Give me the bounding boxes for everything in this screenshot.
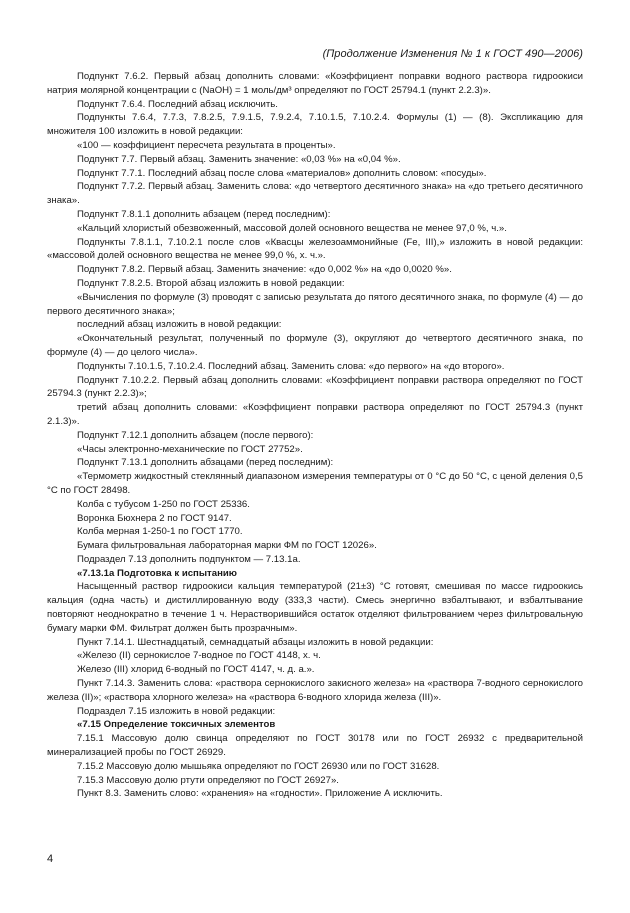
paragraph: третий абзац дополнить словами: «Коэффициент поправки раствора определяют по ГОСТ 25794.3 (пункт 2.1.3)».: [47, 402, 583, 427]
paragraph: Подпункт 7.8.2. Первый абзац. Заменить значение: «до 0,002 %» на «до 0,0020 %».: [77, 264, 452, 276]
paragraph: Пункт 7.14.1. Шестнадцатый, семнадцатый абзацы изложить в новой редакции:: [77, 636, 434, 648]
paragraph: «100 — коэффициент пересчета результата в проценты».: [77, 139, 336, 151]
paragraph: Подраздел 7.15 изложить в новой редакции:: [77, 705, 276, 717]
section-heading: «7.15 Определение токсичных элементов: [77, 719, 276, 731]
paragraph: Подпункт 7.13.1 дополнить абзацами (перед последним):: [77, 457, 334, 469]
document-body: [47, 70, 583, 801]
paragraph: Подпункты 7.6.4, 7.7.3, 7.8.2.5, 7.9.1.5, 7.9.2.4, 7.10.1.5, 7.10.2.4. Формулы (1) — (8). Экспликацию для множителя 100 изложить в новой редакции:: [47, 112, 583, 138]
paragraph: Подпункт 7.10.2.2. Первый абзац дополнить словами: «Коэффициент поправки раствора определяют по ГОСТ 25794.3 (пункт 2.2.3)»;: [47, 374, 583, 400]
paragraph: Пункт 8.3. Заменить слово: «хранения» на «годности». Приложение А исключить.: [77, 788, 443, 800]
paragraph: Подпункты 7.10.1.5, 7.10.2.4. Последний абзац. Заменить слова: «до первого» на «до второго».: [77, 360, 505, 372]
paragraph: Колба с тубусом 1-250 по ГОСТ 25336.: [77, 498, 250, 510]
section-heading: «7.13.1а Подготовка к испытанию: [77, 567, 237, 579]
page-number: 4: [47, 853, 54, 865]
paragraph: 7.15.2 Массовую долю мышьяка определяют по ГОСТ 26930 или по ГОСТ 31628.: [77, 760, 440, 772]
paragraph: Подпункты 7.8.1.1, 7.10.2.1 после слов «Квасцы железоаммонийные (Fe, III),» изложить в новой редакции: «массовой долей основного вещества не менее 99,0 %, х. ч.».: [47, 236, 583, 262]
paragraph: Подпункт 7.12.1 дополнить абзацем (после первого):: [77, 429, 314, 441]
paragraph: «Кальций хлористый обезвоженный, массовой долей основного вещества не менее 97,0 %, ч.».: [77, 222, 507, 234]
paragraph: «Вычисления по формуле (3) проводят с записью результата до пятого десятичного знака, по формуле (4) — до первого десятичного знака»;: [47, 291, 583, 317]
paragraph: Подпункт 7.8.1.1 дополнить абзацем (перед последним):: [77, 208, 331, 220]
paragraph: Подпункт 7.6.4. Последний абзац исключить.: [77, 98, 278, 110]
paragraph: Подпункт 7.8.2.5. Второй абзац изложить в новой редакции:: [77, 277, 345, 289]
paragraph: Подпункт 7.7. Первый абзац. Заменить значение: «0,03 %» на «0,04 %».: [77, 153, 401, 165]
paragraph: «Часы электронно-механические по ГОСТ 27752».: [77, 443, 303, 455]
paragraph: 7.15.1 Массовую долю свинца определяют по ГОСТ 30178 или по ГОСТ 26932 с предварительной минерализацией пробы по ГОСТ 26929.: [47, 733, 583, 759]
paragraph: Пункт 7.14.3. Заменить слова: «раствора сернокислого закисного железа» на «раствора 7-водного сернокислого железа (II)»; «раствора хлорного железа» на «раствора 6-водного хлорида железа (III)».: [47, 678, 583, 703]
paragraph: «Термометр жидкостный стеклянный диапазоном измерения температуры от 0 °С до 50 °С, с ценой деления 0,5 °С по ГОСТ 28498.: [47, 471, 583, 496]
paragraph: Воронка Бюхнера 2 по ГОСТ 9147.: [77, 512, 232, 524]
paragraph: Колба мерная 1-250-1 по ГОСТ 1770.: [77, 526, 243, 538]
paragraph: Подпункт 7.6.2. Первый абзац дополнить словами: «Коэффициент поправки водного раствора гидроокиси натрия молярной концентрации c (NaOH) = 1 моль/дм³ определяют по ГОСТ 25794.1 (пункт 2.2.3)».: [47, 71, 583, 96]
paragraph: Подраздел 7.13 дополнить подпунктом — 7.13.1а.: [77, 553, 301, 565]
paragraph: Подпункт 7.7.1. Последний абзац после слова «материалов» дополнить словом: «посуды».: [77, 167, 487, 179]
paragraph: Подпункт 7.7.2. Первый абзац. Заменить слова: «до четвертого десятичного знака» на «до третьего десятичного знака».: [47, 181, 583, 207]
paragraph: «Окончательный результат, полученный по формуле (3), округляют до четвертого десятичного знака, по формуле (4) — до целого числа».: [47, 333, 583, 358]
paragraph: последний абзац изложить в новой редакции:: [77, 319, 282, 331]
paragraph: 7.15.3 Массовую долю ртути определяют по ГОСТ 26927».: [77, 774, 339, 786]
paragraph: Насыщенный раствор гидроокиси кальция температурой (21±3) °С готовят, смешивая по массе гидроокись кальция (одна часть) и дистиллированную воду (333,3 части). Смесь энергично взбалтывают, и взбалтывание повторяют неоднократно в течение 1 ч. Нерастворившийся остаток отделяют фильтрованием через фильтровальную бумагу марки ФМ. Фильтрат должен быть прозрачным».: [47, 581, 583, 634]
paragraph: «Железо (II) сернокислое 7-водное по ГОСТ 4148, х. ч.: [77, 650, 321, 662]
paragraph: Бумага фильтровальная лабораторная марки ФМ по ГОСТ 12026».: [77, 540, 377, 552]
page-header: (Продолжение Изменения № 1 к ГОСТ 490—2006): [322, 48, 583, 60]
paragraph: Железо (III) хлорид 6-водный по ГОСТ 4147, ч. д. а.».: [77, 664, 315, 676]
